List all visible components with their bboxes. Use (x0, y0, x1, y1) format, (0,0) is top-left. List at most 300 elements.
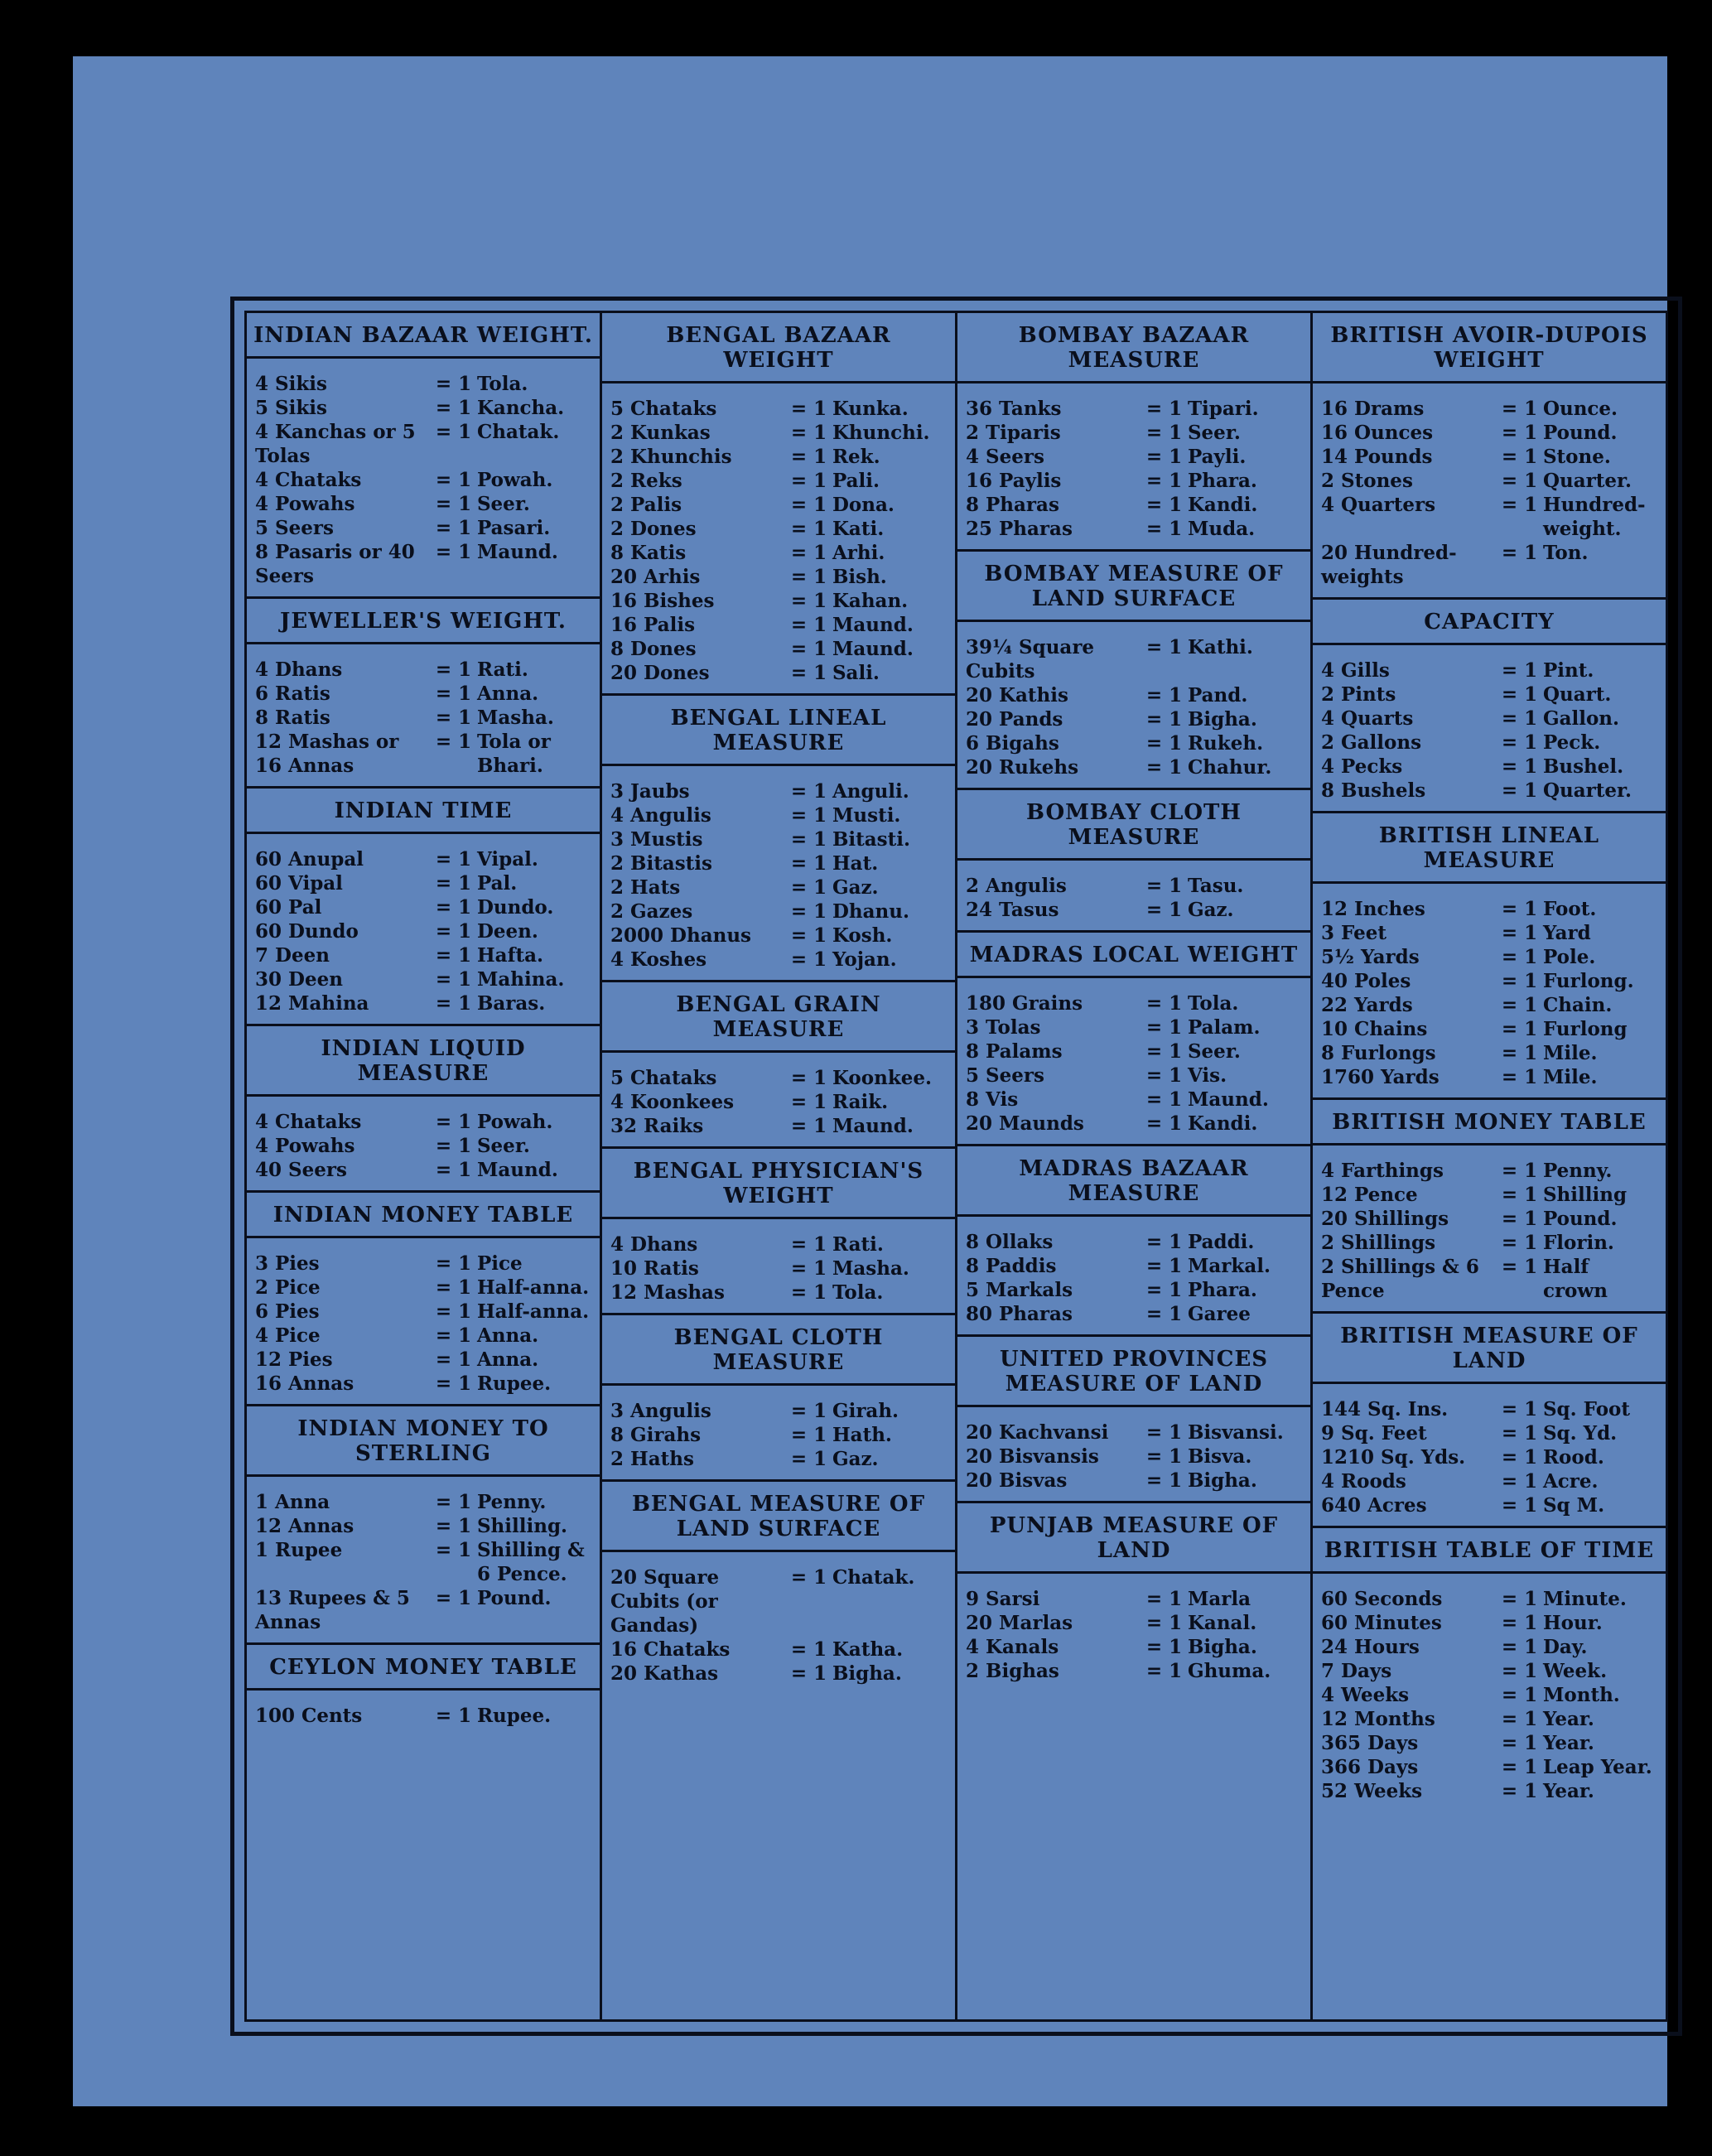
punjab-measure-of-land-section (957, 1501, 1310, 1691)
equals-one: = 1 (790, 662, 827, 684)
equals-one: = 1 (790, 1257, 827, 1280)
quantity-from: 40 Seers (255, 1159, 347, 1181)
quantity-from: 2000 Dhanus (610, 924, 751, 947)
equals-one: = 1 (1145, 1279, 1183, 1301)
conversion-row (966, 1635, 1302, 1659)
conversion-row (610, 541, 947, 565)
conversion-row (255, 1490, 591, 1514)
conversion-row (610, 613, 947, 637)
quantity-from: 2 Kunkas (610, 422, 711, 444)
equals-one: = 1 (790, 924, 827, 947)
quantity-from: 13 Rupees & 5 Annas (255, 1587, 410, 1633)
quantity-from: 2 Pice (255, 1276, 321, 1299)
quantity-to: Bisvansi. (1187, 1421, 1284, 1444)
conversion-row (610, 1256, 947, 1281)
section-heading: BOMBAY BAZAAR MEASURE (957, 313, 1310, 383)
quantity-to: Hour. (1542, 1612, 1603, 1634)
quantity-from: 4 Seers (966, 446, 1044, 468)
conversion-row (610, 469, 947, 493)
equals-one: = 1 (435, 1111, 472, 1133)
conversion-row (255, 1110, 591, 1134)
equals-one: = 1 (1501, 946, 1538, 968)
conversion-list (602, 383, 955, 693)
quantity-to: Markal. (1187, 1255, 1271, 1277)
quantity-to: Stone. (1542, 446, 1611, 468)
conversion-row (966, 1445, 1302, 1469)
equals-one: = 1 (1501, 1398, 1538, 1420)
conversion-list (957, 861, 1310, 930)
section-heading: BRITISH MONEY TABLE (1313, 1097, 1666, 1146)
quantity-from: 8 Bushels (1321, 779, 1426, 802)
conversion-row (610, 1662, 947, 1686)
equals-one: = 1 (790, 590, 827, 612)
quantity-from: 4 Dhans (255, 658, 343, 681)
quantity-from: 8 Pasaris or 40 Seers (255, 541, 415, 587)
quantity-from: 20 Maunds (966, 1112, 1084, 1135)
quantity-to: Tola. (476, 373, 528, 395)
quantity-from: 2 Haths (610, 1448, 694, 1470)
bengal-grain-measure-section (602, 980, 955, 1146)
equals-one: = 1 (1501, 1660, 1538, 1682)
quantity-to: Maund. (476, 541, 558, 563)
quantity-to: Bish. (832, 566, 887, 588)
quantity-from: 2 Hats (610, 876, 681, 899)
quantity-from: 30 Deen (255, 968, 343, 991)
conversion-row (1321, 897, 1657, 921)
section-heading: PUNJAB MEASURE OF LAND (957, 1501, 1310, 1574)
british-table-of-time-section (1313, 1526, 1666, 1811)
quantity-from: 3 Feet (1321, 922, 1386, 944)
quantity-to: Payli. (1187, 446, 1247, 468)
conversion-row (610, 1232, 947, 1256)
conversion-row (1321, 945, 1657, 969)
equals-one: = 1 (435, 1372, 472, 1395)
quantity-from: 2 Tiparis (966, 422, 1061, 444)
equals-one: = 1 (790, 1662, 827, 1685)
conversion-list (602, 1386, 955, 1479)
quantity-to: Hath. (832, 1424, 892, 1446)
conversion-list (957, 1407, 1310, 1501)
indian-liquid-measure-section (247, 1024, 600, 1190)
quantity-to: Florin. (1542, 1232, 1614, 1254)
quantity-to: Maund. (832, 614, 914, 636)
quantity-from: 4 Kanals (966, 1636, 1059, 1658)
quantity-from: 16 Ounces (1321, 422, 1434, 444)
equals-one: = 1 (790, 1400, 827, 1422)
equals-one: = 1 (1501, 1018, 1538, 1040)
section-heading: BOMBAY MEASURE OF LAND SURFACE (957, 549, 1310, 622)
conversion-row (966, 1254, 1302, 1278)
equals-one: = 1 (1145, 398, 1183, 420)
quantity-from: 1 Rupee (255, 1539, 343, 1561)
equals-one: = 1 (790, 1281, 827, 1304)
quantity-from: 8 Ratis (255, 707, 330, 729)
equals-one: = 1 (1501, 1446, 1538, 1469)
quantity-from: 5 Seers (966, 1064, 1044, 1087)
booklet-cover (73, 56, 1667, 2106)
conversion-row (255, 991, 591, 1015)
equals-one: = 1 (1501, 779, 1538, 802)
quantity-to: Furlong. (1542, 970, 1634, 992)
equals-one: = 1 (435, 1705, 472, 1727)
conversion-row (610, 637, 947, 661)
quantity-to: Maund. (832, 1115, 914, 1137)
quantity-to: Raik. (832, 1091, 889, 1113)
quantity-to: Mile. (1542, 1066, 1598, 1088)
conversion-row (1321, 1231, 1657, 1255)
conversion-row (1321, 1445, 1657, 1469)
conversion-row (1321, 469, 1657, 493)
quantity-from: 7 Days (1321, 1660, 1392, 1682)
quantity-from: 16 Palis (610, 614, 696, 636)
section-heading: CEYLON MONEY TABLE (247, 1642, 600, 1691)
quantity-from: 12 Pence (1321, 1184, 1418, 1206)
quantity-to: Muda. (1187, 518, 1256, 540)
quantity-from: 4 Weeks (1321, 1684, 1410, 1706)
equals-one: = 1 (435, 992, 472, 1015)
equals-one: = 1 (1501, 1066, 1538, 1088)
quantity-to: Shilling. (476, 1515, 568, 1537)
equals-one: = 1 (1501, 731, 1538, 754)
conversion-row (966, 1278, 1302, 1302)
equals-one: = 1 (790, 804, 827, 827)
conversion-row (610, 1281, 947, 1305)
quantity-from: 180 Grains (966, 992, 1083, 1015)
bombay-bazaar-measure-section (957, 313, 1310, 549)
equals-one: = 1 (1501, 1470, 1538, 1493)
quantity-to: Day. (1542, 1636, 1588, 1658)
conversion-row (1321, 1493, 1657, 1517)
conversion-row (255, 1538, 591, 1586)
quantity-from: 100 Cents (255, 1705, 363, 1727)
quantity-from: 4 Koshes (610, 948, 707, 971)
quantity-to: Sq. Foot (1542, 1398, 1631, 1420)
equals-one: = 1 (1145, 446, 1183, 468)
quantity-to: Bigha. (1187, 708, 1257, 731)
indian-money-to-sterling-section (247, 1404, 600, 1642)
equals-one: = 1 (790, 1233, 827, 1256)
equals-one: = 1 (435, 1159, 472, 1181)
quantity-from: 2 Khunchis (610, 446, 732, 468)
conversion-row (255, 730, 591, 778)
quantity-to: Musti. (832, 804, 901, 827)
indian-money-table-section (247, 1190, 600, 1404)
equals-one: = 1 (435, 848, 472, 871)
equals-one: = 1 (435, 1539, 472, 1561)
conversion-row (1321, 1635, 1657, 1659)
quantity-from: 144 Sq. Ins. (1321, 1398, 1449, 1420)
equals-one: = 1 (1501, 1184, 1538, 1206)
quantity-to: Pice (476, 1252, 523, 1275)
equals-one: = 1 (790, 494, 827, 516)
quantity-from: 1 Anna (255, 1491, 330, 1513)
conversion-row (1321, 1207, 1657, 1231)
quantity-from: 10 Ratis (610, 1257, 699, 1280)
conversion-row (610, 1114, 947, 1138)
conversion-row (1321, 1683, 1657, 1707)
quantity-to: Week. (1542, 1660, 1608, 1682)
conversion-row (1321, 707, 1657, 731)
quantity-to: Kahan. (832, 590, 909, 612)
equals-one: = 1 (1501, 422, 1538, 444)
equals-one: = 1 (1501, 1708, 1538, 1730)
conversion-list (247, 1691, 600, 1736)
quantity-from: 8 Palams (966, 1040, 1063, 1063)
conversion-row (610, 779, 947, 803)
conversion-row (1321, 1611, 1657, 1635)
quantity-to: Quart. (1542, 683, 1612, 706)
conversion-row (255, 468, 591, 492)
quantity-to: Vis. (1187, 1064, 1227, 1087)
section-heading: BENGAL GRAIN MEASURE (602, 980, 955, 1053)
quantity-to: Pound. (1542, 1208, 1618, 1230)
quantity-from: 9 Sq. Feet (1321, 1422, 1427, 1445)
quantity-from: 6 Pies (255, 1300, 320, 1323)
conversion-list (247, 1477, 600, 1642)
conversion-row (966, 1015, 1302, 1039)
quantity-from: 8 Katis (610, 542, 687, 564)
quantity-to: Mahina. (476, 968, 565, 991)
equals-one: = 1 (790, 828, 827, 851)
equals-one: = 1 (1501, 970, 1538, 992)
quantity-from: 8 Furlongs (1321, 1042, 1436, 1064)
quantity-to: Yojan. (832, 948, 897, 971)
equals-one: = 1 (790, 566, 827, 588)
conversion-row (255, 1348, 591, 1372)
quantity-from: 12 Mahina (255, 992, 369, 1015)
equals-one: = 1 (1501, 398, 1538, 420)
quantity-from: 2 Shillings (1321, 1232, 1436, 1254)
quantity-from: 2 Bighas (966, 1660, 1059, 1682)
section-heading: INDIAN MONEY TO STERLING (247, 1404, 600, 1477)
quantity-to: Peck. (1542, 731, 1601, 754)
quantity-from: 20 Pands (966, 708, 1063, 731)
conversion-row (255, 1158, 591, 1182)
conversion-row (1321, 1587, 1657, 1611)
quantity-from: 22 Yards (1321, 994, 1413, 1016)
equals-one: = 1 (1501, 494, 1538, 516)
equals-one: = 1 (790, 518, 827, 540)
conversion-row (1321, 1397, 1657, 1421)
quantity-from: 2 Gazes (610, 900, 693, 923)
equals-one: = 1 (1501, 542, 1538, 564)
quantity-to: Shilling & 6 Pence. (476, 1539, 585, 1585)
quantity-to: Bigha. (1187, 1636, 1257, 1658)
quantity-to: Hundred-weight. (1542, 494, 1646, 540)
conversion-row (1321, 1731, 1657, 1755)
quantity-from: 9 Sarsi (966, 1588, 1040, 1610)
conversion-row (966, 898, 1302, 922)
quantity-from: 2 Pints (1321, 683, 1396, 706)
section-heading: BRITISH LINEAL MEASURE (1313, 811, 1666, 884)
table-column (247, 313, 602, 2019)
section-heading: BENGAL PHYSICIAN'S WEIGHT (602, 1146, 955, 1219)
conversion-row (255, 1276, 591, 1300)
equals-one: = 1 (1145, 732, 1183, 755)
quantity-from: 60 Pal (255, 896, 322, 919)
equals-one: = 1 (435, 1587, 472, 1609)
equals-one: = 1 (1145, 1612, 1183, 1634)
equals-one: = 1 (1145, 422, 1183, 444)
quantity-from: 16 Paylis (966, 470, 1062, 492)
quantity-from: 16 Chataks (610, 1638, 731, 1661)
equals-one: = 1 (1501, 1160, 1538, 1182)
conversion-row (1321, 1469, 1657, 1493)
equals-one: = 1 (1145, 1303, 1183, 1325)
equals-one: = 1 (1145, 470, 1183, 492)
conversion-row (255, 658, 591, 682)
quantity-to: Tipari. (1187, 398, 1259, 420)
equals-one: = 1 (790, 1115, 827, 1137)
quantity-to: Kandi. (1187, 494, 1258, 516)
equals-one: = 1 (1501, 659, 1538, 682)
quantity-to: Rupee. (476, 1372, 552, 1395)
conversion-row (255, 1372, 591, 1396)
quantity-to: Palam. (1187, 1016, 1261, 1039)
equals-one: = 1 (790, 614, 827, 636)
quantity-to: Ton. (1542, 542, 1589, 564)
quantity-from: 40 Poles (1321, 970, 1411, 992)
quantity-from: 20 Bisvansis (966, 1445, 1099, 1468)
quantity-to: Bitasti. (832, 828, 910, 851)
quantity-to: Month. (1542, 1684, 1620, 1706)
conversion-row (1321, 1041, 1657, 1065)
equals-one: = 1 (435, 1135, 472, 1157)
equals-one: = 1 (790, 900, 827, 923)
quantity-from: 60 Vipal (255, 872, 343, 895)
quantity-to: Leap Year. (1542, 1756, 1652, 1778)
conversion-row (1321, 445, 1657, 469)
quantity-from: 4 Quarts (1321, 707, 1414, 730)
quantity-to: Ghuma. (1187, 1660, 1271, 1682)
conversion-row (966, 445, 1302, 469)
conversion-row (610, 1637, 947, 1662)
conversion-row (610, 1565, 947, 1637)
quantity-to: Kosh. (832, 924, 893, 947)
quantity-from: 20 Kachvansi (966, 1421, 1109, 1444)
conversion-row (1321, 1779, 1657, 1803)
quantity-from: 6 Bigahs (966, 732, 1059, 755)
quantity-from: 4 Quarters (1321, 494, 1436, 516)
conversion-list (957, 383, 1310, 549)
quantity-to: Deen. (476, 920, 538, 943)
quantity-from: 36 Tanks (966, 398, 1062, 420)
conversion-list (247, 359, 600, 596)
quantity-to: Rek. (832, 446, 880, 468)
equals-one: = 1 (1145, 1040, 1183, 1063)
quantity-from: 20 Arhis (610, 566, 701, 588)
quantity-from: 24 Hours (1321, 1636, 1420, 1658)
equals-one: = 1 (790, 780, 827, 803)
equals-one: = 1 (435, 872, 472, 895)
equals-one: = 1 (1501, 1256, 1538, 1278)
conversion-row (1321, 1659, 1657, 1683)
conversion-list (1313, 645, 1666, 811)
conversion-row (610, 421, 947, 445)
quantity-from: 20 Kathis (966, 684, 1068, 707)
ceylon-money-table-section (247, 1642, 600, 1736)
conversion-row (255, 516, 591, 540)
section-heading: INDIAN MONEY TABLE (247, 1190, 600, 1238)
indian-bazaar-weight-section (247, 313, 600, 596)
quantity-to: Year. (1542, 1732, 1594, 1754)
equals-one: = 1 (1145, 1660, 1183, 1682)
equals-one: = 1 (1145, 992, 1183, 1015)
quantity-from: 4 Dhans (610, 1233, 698, 1256)
equals-one: = 1 (435, 1252, 472, 1275)
conversion-list (1313, 1574, 1666, 1811)
conversion-row (255, 1252, 591, 1276)
quantity-to: Garee (1187, 1303, 1251, 1325)
conversion-row (966, 397, 1302, 421)
conversion-list (957, 1217, 1310, 1334)
conversion-row (610, 803, 947, 827)
conversion-list (247, 1238, 600, 1404)
equals-one: = 1 (790, 398, 827, 420)
quantity-to: Gaz. (832, 876, 879, 899)
quantity-to: Bisva. (1187, 1445, 1252, 1468)
equals-one: = 1 (1145, 1088, 1183, 1111)
quantity-to: Vipal. (476, 848, 538, 871)
conversion-row (255, 492, 591, 516)
quantity-to: Bushel. (1542, 755, 1624, 778)
section-heading: BENGAL LINEAL MEASURE (602, 693, 955, 766)
quantity-to: Hat. (832, 852, 879, 875)
quantity-from: 8 Paddis (966, 1255, 1057, 1277)
conversion-row (255, 967, 591, 991)
quantity-from: 20 Bisvas (966, 1469, 1068, 1492)
conversion-row (255, 1134, 591, 1158)
conversion-row (610, 827, 947, 851)
equals-one: = 1 (1501, 1422, 1538, 1445)
equals-one: = 1 (1501, 1208, 1538, 1230)
conversion-row (1321, 1755, 1657, 1779)
quantity-from: 12 Months (1321, 1708, 1435, 1730)
quantity-to: Arhi. (832, 542, 885, 564)
quantity-from: 2 Gallons (1321, 731, 1422, 754)
quantity-to: Anna. (476, 1348, 539, 1371)
bengal-bazaar-weight-section (602, 313, 955, 693)
conversion-row (610, 1423, 947, 1447)
equals-one: = 1 (1145, 1469, 1183, 1492)
equals-one: = 1 (1145, 1445, 1183, 1468)
quantity-from: 366 Days (1321, 1756, 1419, 1778)
quantity-to: Pound. (1542, 422, 1618, 444)
conversion-row (610, 924, 947, 948)
quantity-to: Marla (1187, 1588, 1251, 1610)
conversion-row (1321, 1421, 1657, 1445)
conversion-list (1313, 383, 1666, 597)
conversion-row (610, 1066, 947, 1090)
quantity-from: 2 Bitastis (610, 852, 712, 875)
quantity-from: 4 Gills (1321, 659, 1390, 682)
conversion-row (966, 1659, 1302, 1683)
conversion-row (966, 493, 1302, 517)
quantity-from: 7 Deen (255, 944, 330, 967)
bengal-measure-of-land-surface-section (602, 1479, 955, 1694)
quantity-from: 60 Dundo (255, 920, 359, 943)
conversion-row (1321, 779, 1657, 803)
equals-one: = 1 (1145, 1588, 1183, 1610)
section-heading: BENGAL CLOTH MEASURE (602, 1313, 955, 1386)
quantity-to: Masha. (832, 1257, 909, 1280)
quantity-to: Rati. (476, 658, 528, 681)
quantity-to: Powah. (476, 469, 553, 491)
quantity-to: Half-anna. (476, 1300, 590, 1323)
quantity-to: Furlong (1542, 1018, 1628, 1040)
conversion-row (966, 991, 1302, 1015)
bengal-lineal-measure-section (602, 693, 955, 980)
